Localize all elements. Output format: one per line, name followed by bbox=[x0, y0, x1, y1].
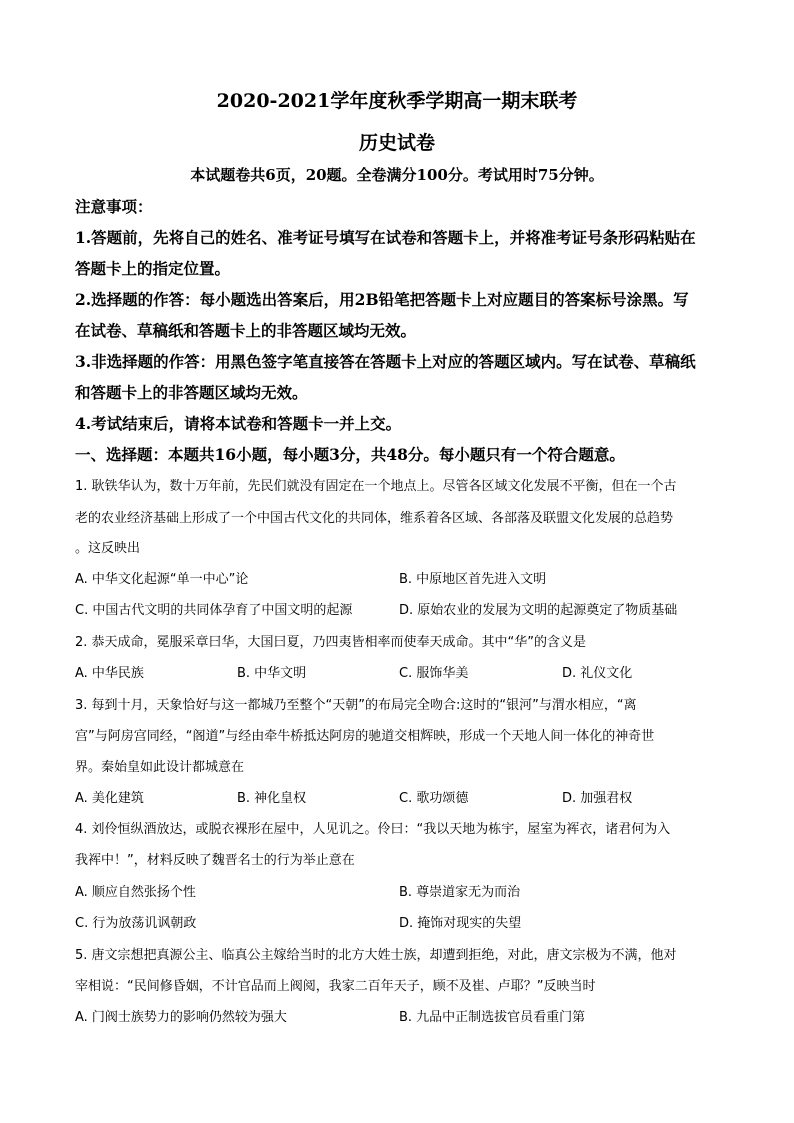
notes-line: 1.答题前，先将自己的姓名、准考证号填写在试卷和答题卡上，并将准考证号条形码粘贴在 bbox=[75, 228, 696, 247]
question-stem-line: 2. 恭天成命，冕服采章曰华，大国曰夏，乃四夷皆相率而使奉天成命。其中“华”的含义是 bbox=[75, 635, 587, 650]
notes-heading: 注意事项： bbox=[75, 197, 153, 216]
exam-title: 2020-2021学年度秋季学期高一期末联考 bbox=[216, 90, 578, 112]
option-b: B. 中华文明 bbox=[237, 666, 307, 681]
option-c: C. 服饰华美 bbox=[399, 666, 469, 681]
notes-line: 在试卷、草稿纸和答题卡上的非答题区域均无效。 bbox=[75, 321, 417, 340]
question-stem-line: 界。秦始皇如此设计都城意在 bbox=[75, 760, 245, 775]
notes-line: 答题卡上的指定位置。 bbox=[75, 259, 231, 278]
option-d: D. 加强君权 bbox=[562, 791, 633, 806]
question-stem-line: 5. 唐文宗想把真源公主、临真公主嫁给当时的北方大姓士族，却遭到拒绝，对此，唐文宗极为不满，他对 bbox=[75, 948, 677, 963]
option-b: B. 尊崇道家无为而治 bbox=[399, 885, 521, 900]
exam-info: 本试题卷共6页，20题。全卷满分100分。考试用时75分钟。 bbox=[190, 166, 604, 184]
subject-title: 历史试卷 bbox=[358, 132, 435, 154]
question-stem-line: 宫”与阿房宫同经，“阁道”与经由牵牛桥抵达阿房的驰道交相辉映，形成一个天地人间一体化的神奇世 bbox=[75, 729, 655, 744]
option-a: A. 美化建筑 bbox=[75, 791, 144, 806]
option-b: B. 神化皇权 bbox=[237, 791, 307, 806]
question-stem-line: 3. 每到十月，天象恰好与这一都城乃至整个“天朝”的布局完全吻合:这时的“银河”与渭水相应，“离 bbox=[75, 698, 637, 713]
option-d: D. 掩饰对现实的失望 bbox=[399, 916, 522, 931]
option-c: C. 歌功颂德 bbox=[399, 791, 469, 806]
section-heading: 一、选择题：本题共16小题，每小题3分，共48分。每小题只有一个符合题意。 bbox=[75, 445, 625, 464]
notes-line: 3.非选择题的作答：用黑色签字笔直接答在答题卡上对应的答题区域内。写在试卷、草稿纸 bbox=[75, 352, 696, 371]
option-a: A. 中华文化起源“单一中心”论 bbox=[75, 572, 249, 587]
option-c: C. 中国古代文明的共同体孕育了中国文明的起源 bbox=[75, 603, 353, 618]
option-d: D. 原始农业的发展为文明的起源奠定了物质基础 bbox=[399, 603, 678, 618]
question-stem-line: 4. 刘伶恒纵酒放达，或脱衣裸形在屋中，人见讥之。伶曰：“我以天地为栋宇，屋室为裈衣，诸君何为入 bbox=[75, 822, 671, 837]
question-stem-line: 。这反映出 bbox=[75, 541, 141, 556]
notes-line: 和答题卡上的非答题区域均无效。 bbox=[75, 383, 308, 402]
notes-line: 2.选择题的作答：每小题选出答案后，用2B铅笔把答题卡上对应题目的答案标号涂黑。写 bbox=[75, 290, 689, 309]
question-stem-line: 宰相说：“民间修昏姻，不计官品而上阀阅，我家二百年天子，顾不及崔、卢耶？”反映当时 bbox=[75, 979, 596, 994]
question-stem-line: 老的农业经济基础上形成了一个中国古代文化的共同体，维系着各区域、各部落及联盟文化发展的总趋势 bbox=[75, 511, 674, 526]
option-a: A. 中华民族 bbox=[75, 666, 144, 681]
option-b: B. 九品中正制选拔官员看重门第 bbox=[399, 1010, 586, 1025]
notes-line: 4.考试结束后，请将本试卷和答题卡一并上交。 bbox=[75, 414, 402, 433]
option-c: C. 行为放荡讥讽朝政 bbox=[75, 916, 197, 931]
question-stem-line: 1. 耿铁华认为，数十万年前，先民们就没有固定在一个地点上。尽管各区域文化发展不平衡，但在一个古 bbox=[75, 479, 677, 494]
question-stem-line: 我裈中！”，材料反映了魏晋名士的行为举止意在 bbox=[75, 853, 355, 868]
option-a: A. 门阀士族势力的影响仍然较为强大 bbox=[75, 1010, 287, 1025]
option-b: B. 中原地区首先进入文明 bbox=[399, 572, 547, 587]
option-d: D. 礼仪文化 bbox=[562, 666, 633, 681]
option-a: A. 顺应自然张扬个性 bbox=[75, 885, 196, 900]
